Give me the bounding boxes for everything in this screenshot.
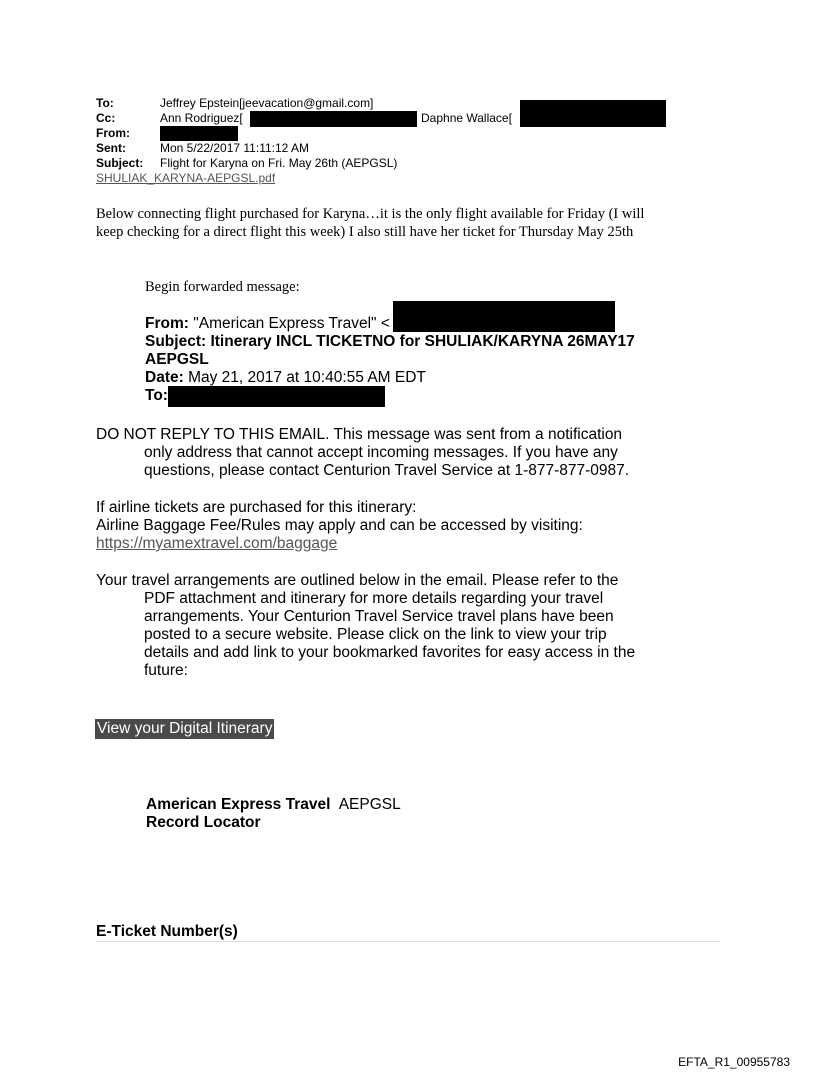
forward-to-label: To: [145,387,168,404]
locator-value: AEPGSL [338,796,401,813]
record-locator-block [146,796,401,832]
forward-subject-label: Subject: [145,333,207,350]
arrangements-line-5: details and add link to your bookmarked favorites for easy access in the [144,644,636,661]
redaction-from [160,126,238,141]
notice-line-1: DO NOT REPLY TO THIS EMAIL. This message was sent from a notification [96,426,623,443]
sent-value: Mon 5/22/2017 11:11:12 AM [160,141,309,155]
arrangements-line-4: posted to a secure website. Please click on the link to view your trip [144,626,607,643]
redaction-cc-2 [520,100,666,127]
locator-label-1: American Express Travel [146,796,331,813]
cc-value-2: Daphne Wallace[ [421,111,512,125]
view-digital-itinerary-button[interactable]: View your Digital Itinerary [97,720,273,737]
subject-label: Subject: [96,156,144,170]
forward-date-label: Date: [145,369,184,386]
forward-subject-line-1: Itinerary INCL TICKETNO for SHULIAK/KARYNA 26MAY17 [210,333,635,350]
intro-paragraph [96,205,736,241]
forward-begin: Begin forwarded message: [145,279,300,295]
notice-line-3: questions, please contact Centurion Travel Service at 1-877-877-0987. [144,462,630,479]
forward-from-value: "American Express Travel" < [193,315,390,332]
eticket-divider [96,941,720,942]
baggage-link[interactable]: https://myamextravel.com/baggage [96,535,338,552]
redaction-forward-to [168,386,385,407]
to-value: Jeffrey Epstein[jeevacation@gmail.com] [160,96,374,110]
arrangements-line-1: Your travel arrangements are outlined below in the email. Please refer to the [96,572,619,589]
subject-value: Flight for Karyna on Fri. May 26th (AEPGSL) [160,156,398,170]
forward-from-label: From: [145,315,189,332]
baggage-info [96,499,716,553]
redaction-forward-from [393,301,615,332]
arrangements-paragraph [96,572,716,680]
redaction-cc-1 [250,111,417,127]
forward-date-value: May 21, 2017 at 10:40:55 AM EDT [188,369,426,386]
notice-line-2: only address that cannot accept incoming messages. If you have any [144,444,618,461]
document-id: EFTA_R1_00955783 [678,1055,790,1069]
from-label: From: [96,126,130,140]
arrangements-line-6: future: [144,662,188,679]
baggage-line-1: If airline tickets are purchased for this itinerary: [96,499,417,516]
intro-line-1: Below connecting flight purchased for Karyna…it is the only flight available for Friday (I will [96,206,645,222]
arrangements-line-3: arrangements. Your Centurion Travel Service travel plans have been [144,608,614,625]
no-reply-notice [96,426,716,480]
attachment-link[interactable]: SHULIAK_KARYNA-AEPGSL.pdf [96,171,276,185]
sent-label: Sent: [96,141,126,155]
to-label: To: [96,96,114,110]
intro-line-2: keep checking for a direct flight this week) I also still have her ticket for Thursday May 25th [96,224,634,240]
eticket-heading: E-Ticket Number(s) [96,923,238,940]
arrangements-line-2: PDF attachment and itinerary for more details regarding your travel [144,590,604,607]
baggage-line-2: Airline Baggage Fee/Rules may apply and can be accessed by visiting: [96,517,583,534]
locator-label-2: Record Locator [146,814,261,831]
cc-label: Cc: [96,111,116,125]
cc-value-1: Ann Rodriguez[ [160,111,243,125]
forward-subject-line-2: AEPGSL [145,351,209,368]
